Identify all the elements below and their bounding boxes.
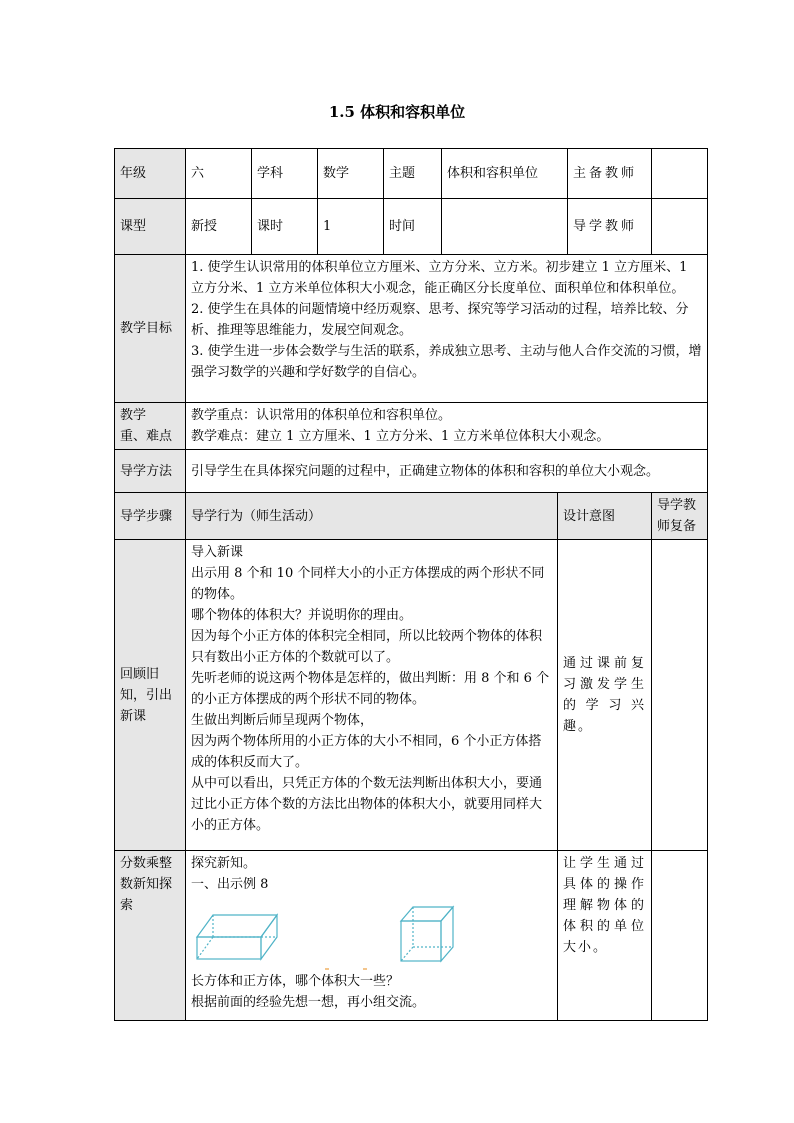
topic-label: 主题 [384, 149, 442, 199]
lesson-type-value: 新授 [186, 199, 252, 255]
step2-line: 根据前面的经验先想一想，再小组交流。 [191, 995, 426, 1010]
period-value: 1 [318, 199, 384, 255]
lead-teacher-label: 主备教师 [568, 149, 652, 199]
lesson-type-label: 课型 [115, 199, 186, 255]
goal-item-1: 1. 使学生认识常用的体积单位立方厘米、立方分米、立方米。初步建立 1 立方厘米、1 立方分米、1 立方米单位体积大小观念，能正确区分长度单位、面积单位和体积单位。 [191, 260, 688, 296]
cuboid-figure [191, 895, 491, 971]
goal-item-2: 2. 使学生在具体的问题情境中经历观察、思考、探究等学习活动的过程，培养比较、分析、推理等思维能力，发展空间观念。 [191, 302, 689, 338]
method-text: 引导学生在具体探究问题的过程中，正确建立物体的体积和容积的单位大小观念。 [186, 450, 708, 493]
time-label: 时间 [384, 199, 442, 255]
goals-content [186, 255, 708, 403]
lesson-plan-table [114, 148, 708, 1021]
notes-header: 导学教师复备 [652, 493, 708, 540]
method-label: 导学方法 [115, 450, 186, 493]
goals-label: 教学目标 [115, 255, 186, 403]
topic-value: 体积和容积单位 [442, 149, 568, 199]
teaching-difficulty: 教学难点：建立 1 立方厘米、1 立方分米、1 立方米单位体积大小观念。 [191, 429, 610, 444]
lead-teacher-value [652, 149, 708, 199]
step2-content [186, 851, 558, 1021]
step1-content [186, 540, 558, 851]
intent-header: 设计意图 [558, 493, 652, 540]
grade-value: 六 [186, 149, 252, 199]
step2-line: 一、出示例 8 [191, 877, 269, 892]
guide-teacher-label: 导学教师 [568, 199, 652, 255]
step1-intent: 通过课前复习激发学生的学习兴趣。 [558, 540, 652, 851]
step1-line: 导入新课 [191, 545, 244, 560]
goal-item-3: 3. 使学生进一步体会数学与生活的联系，养成独立思考、主动与他人合作交流的习惯，增强学习数学的兴趣和学好数学的自信心。 [191, 344, 702, 380]
keypoints-content [186, 403, 708, 450]
step1-line: 哪个物体的体积大？并说明你的理由。 [191, 608, 413, 623]
step1-line: 因为每个小正方体的体积完全相同，所以比较两个物体的体积只有数出小正方体的个数就可以了。 [191, 629, 543, 665]
step2-label: 分数乘整数新知探索 [115, 851, 186, 1021]
step1-label: 回顾旧知，引出新课 [115, 540, 186, 851]
period-label: 课时 [252, 199, 318, 255]
solid-figures [191, 895, 552, 971]
time-value [442, 199, 568, 255]
teaching-focus: 教学重点：认识常用的体积单位和容积单位。 [191, 408, 452, 423]
step1-line: 因为两个物体所用的小正方体的大小不相同，6 个小正方体搭成的体积反而大了。 [191, 734, 542, 770]
step2-line: 探究新知。 [191, 856, 257, 871]
guide-teacher-value [652, 199, 708, 255]
grade-label: 年级 [115, 149, 186, 199]
subject-label: 学科 [252, 149, 318, 199]
cube-figure [401, 907, 453, 961]
keypoints-label-line1: 教学 [120, 408, 147, 423]
step1-line: 先听老师的说这两个物体是怎样的，做出判断：用 8 个和 6 个的小正方体摆成的两个形状不同的物体。 [191, 671, 550, 707]
document-title: 1.5 体积和容积单位 [328, 103, 466, 121]
keypoints-label-line2: 重、难点 [120, 429, 173, 444]
step1-notes [652, 540, 708, 851]
step1-line: 生做出判断后师呈现两个物体， [191, 713, 374, 728]
steps-header-label: 导学步骤 [115, 493, 186, 540]
step1-line: 从中可以看出，只凭正方体的个数无法判断出体积大小，要通过比小正方体个数的方法比出物体的体积大小，就要用同样大小的正方体。 [191, 776, 543, 833]
subject-value: 数学 [318, 149, 384, 199]
keypoints-label [115, 403, 186, 450]
step2-notes [652, 851, 708, 1021]
step2-line: 长方体和正方体，哪个体积大一些？ [191, 974, 400, 989]
behavior-header: 导学行为（师生活动） [186, 493, 558, 540]
step2-intent: 让学生通过具体的操作理解物体的体积的单位大小。 [558, 851, 652, 1021]
step1-line: 出示用 8 个和 10 个同样大小的小正方体摆成的两个形状不同的物体。 [191, 566, 545, 602]
